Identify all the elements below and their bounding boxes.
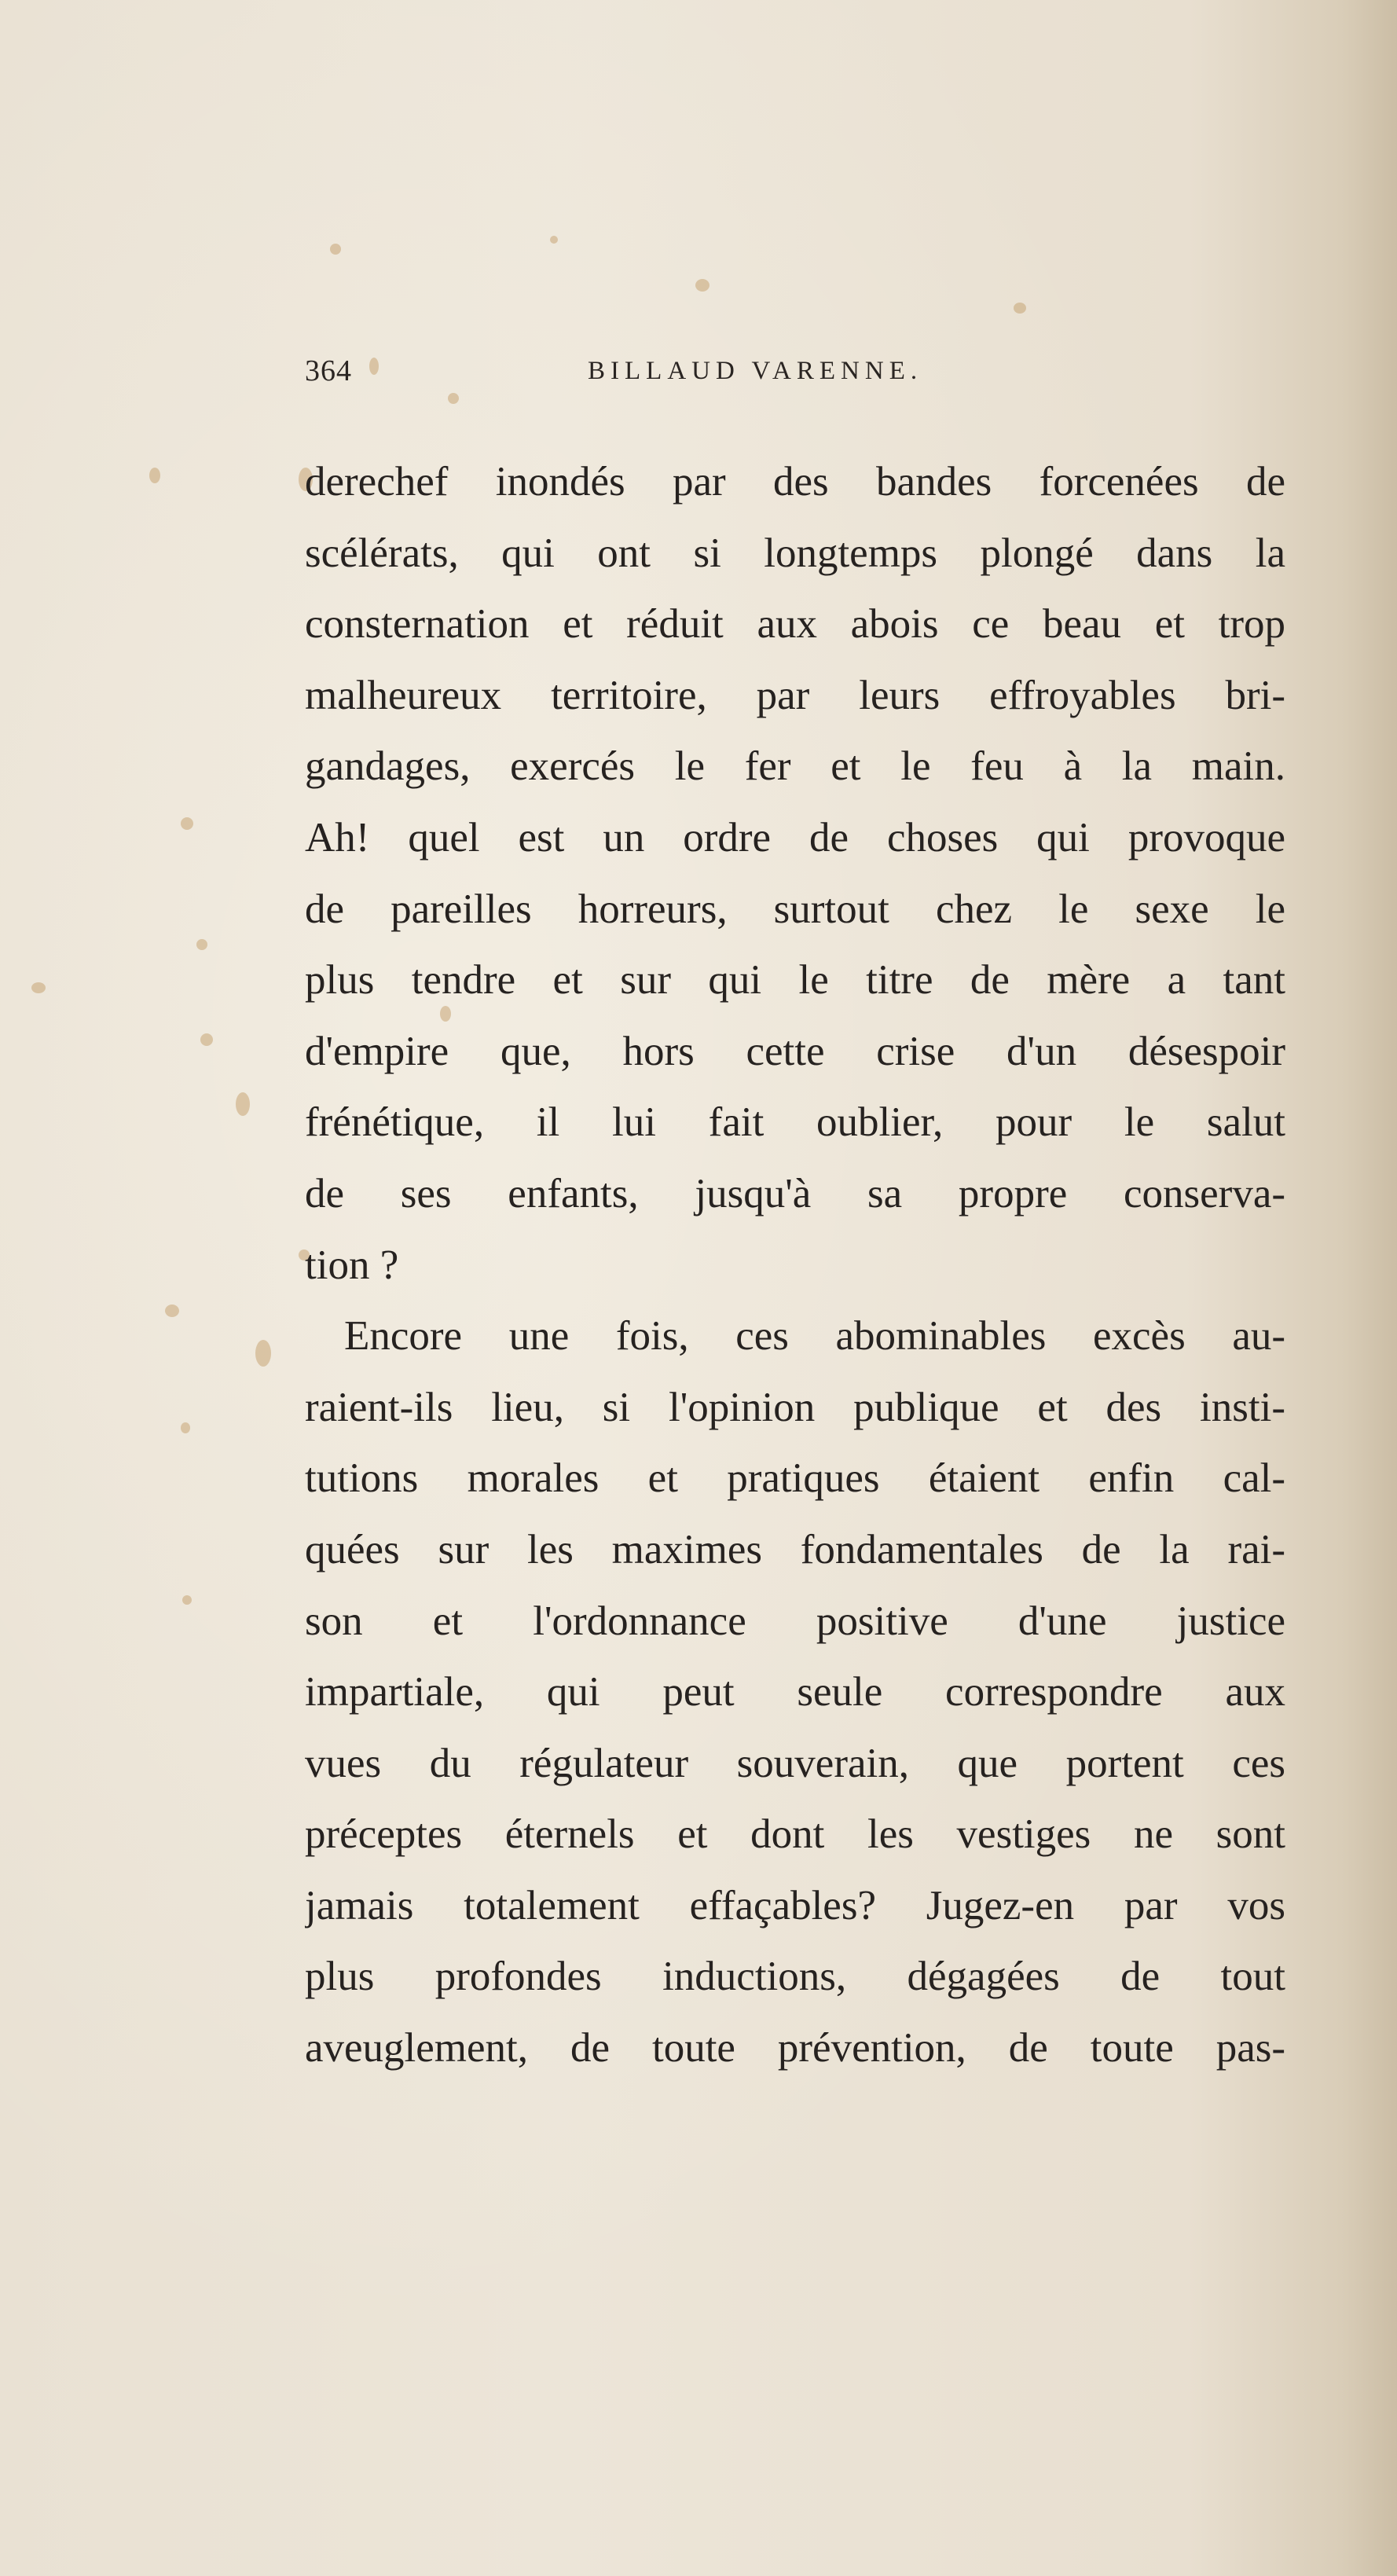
- page-header: [305, 354, 1059, 401]
- text-line: Encore une fois, ces abominables excès au-: [344, 1313, 1285, 1360]
- text-line: aveuglement, de toute prévention, de toute pas-: [305, 2025, 1285, 2071]
- foxing-spot: [550, 236, 558, 244]
- foxing-spot: [182, 1595, 192, 1605]
- foxing-spot: [196, 939, 207, 950]
- text-line: tion ?: [305, 1242, 399, 1288]
- foxing-spot: [330, 244, 341, 255]
- body-text: [305, 446, 1285, 2084]
- text-line: quées sur les maximes fondamentales de la rai-: [305, 1526, 1285, 1572]
- running-head: BILLAUD VARENNE.: [588, 357, 923, 385]
- foxing-spot: [695, 279, 710, 292]
- foxing-spot: [1014, 303, 1026, 314]
- text-line: scélérats, qui ont si longtemps plongé dans la: [305, 530, 1285, 576]
- text-line: frénétique, il lui fait oublier, pour le salut: [305, 1099, 1285, 1146]
- text-line: son et l'ordonnance positive d'une justice: [305, 1598, 1285, 1644]
- foxing-spot: [255, 1340, 271, 1367]
- text-line: consternation et réduit aux abois ce beau et trop: [305, 601, 1285, 648]
- foxing-spot: [236, 1092, 250, 1116]
- foxing-spot: [31, 982, 46, 993]
- text-line: derechef inondés par des bandes forcenées de: [305, 459, 1285, 505]
- text-line: plus tendre et sur qui le titre de mère a tant: [305, 957, 1285, 1004]
- paragraph: [305, 446, 1285, 1301]
- text-line: jamais totalement effaçables? Jugez-en par vos: [305, 1882, 1285, 1928]
- foxing-spot: [181, 817, 193, 830]
- text-line: plus profondes inductions, dégagées de tout: [305, 1954, 1285, 2000]
- text-line: d'empire que, hors cette crise d'un désespoir: [305, 1028, 1285, 1074]
- text-line: raient-ils lieu, si l'opinion publique et des insti-: [305, 1384, 1285, 1430]
- foxing-spot: [200, 1033, 213, 1046]
- text-line: préceptes éternels et dont les vestiges ne sont: [305, 1811, 1285, 1858]
- text-line: Ah! quel est un ordre de choses qui provoque: [305, 814, 1285, 861]
- text-line: tutions morales et pratiques étaient enfin cal-: [305, 1455, 1285, 1502]
- text-line: vues du régulateur souverain, que portent ces: [305, 1740, 1285, 1786]
- text-line: de pareilles horreurs, surtout chez le sexe le: [305, 886, 1285, 932]
- text-line: malheureux territoire, par leurs effroyables bri-: [305, 672, 1285, 718]
- foxing-spot: [181, 1422, 190, 1433]
- paragraph: [305, 1301, 1285, 2084]
- text-line: de ses enfants, jusqu'à sa propre conserva-: [305, 1170, 1285, 1216]
- text-line: impartiale, qui peut seule correspondre aux: [305, 1669, 1285, 1715]
- foxing-spot: [149, 468, 160, 483]
- page-number: 364: [305, 354, 352, 387]
- text-line: gandages, exercés le fer et le feu à la main.: [305, 743, 1285, 790]
- foxing-spot: [165, 1305, 179, 1317]
